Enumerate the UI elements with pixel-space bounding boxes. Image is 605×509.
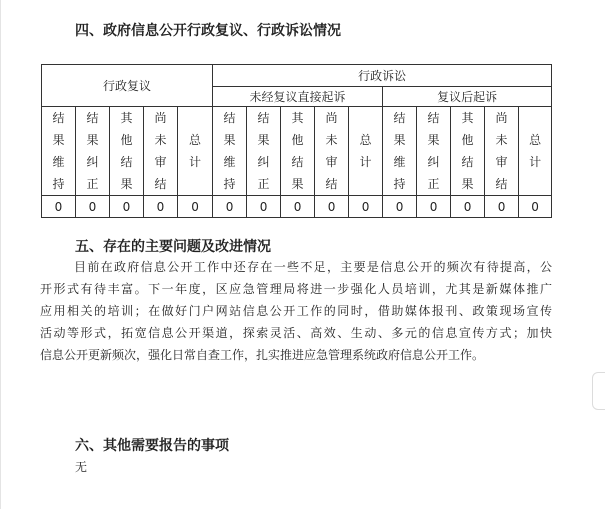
- table-cell: 0: [42, 196, 76, 218]
- header-litigation-after-review: 复议后起诉: [383, 87, 552, 107]
- table-cell: 0: [485, 196, 519, 218]
- table-cell: 0: [383, 196, 417, 218]
- table-cell: 0: [178, 196, 213, 218]
- col-pending: [315, 107, 349, 196]
- table-cell: 0: [349, 196, 383, 218]
- review-litigation-table: [41, 64, 552, 218]
- col-pending-label: 尚未审结: [325, 111, 338, 191]
- section-6-title: 六、其他需要报告的事项: [75, 438, 229, 454]
- section-6-content: 无: [75, 460, 88, 474]
- floating-scroll-button[interactable]: [592, 372, 605, 410]
- col-other-label: 其他结果: [291, 111, 304, 191]
- col-total: [178, 107, 213, 196]
- col-other: [451, 107, 485, 196]
- header-direct-litigation: 未经复议直接起诉: [213, 87, 383, 107]
- col-corrected: [247, 107, 281, 196]
- col-upheld: [383, 107, 417, 196]
- col-upheld: [213, 107, 247, 196]
- col-corrected-label: 结果纠正: [257, 111, 270, 191]
- table-cell: 0: [213, 196, 247, 218]
- col-total: [349, 107, 383, 196]
- paragraph-line: 信息公开更新频次，强化日常自查工作，扎实推进应急管理系统政府信息公开工作。: [40, 348, 485, 362]
- col-upheld: [42, 107, 76, 196]
- paragraph-line: 活动等形式，拓宽信息公开渠道，探索灵活、高效、生动、多元的信息宣传方式；加快: [40, 326, 552, 340]
- paragraph-line: 应用相关的培训；在做好门户网站信息公开工作的同时，借助媒体报刊、政策现场宣传: [40, 304, 552, 318]
- col-upheld-label: 结果维持: [52, 111, 65, 191]
- col-corrected: [76, 107, 110, 196]
- header-administrative-litigation: 行政诉讼: [213, 65, 552, 87]
- col-total-label: 总计: [359, 133, 372, 169]
- col-pending-label: 尚未审结: [495, 111, 508, 191]
- col-other-label: 其他结果: [461, 111, 474, 191]
- table-cell: 0: [144, 196, 178, 218]
- table-row-values: [42, 196, 552, 218]
- table-cell: 0: [247, 196, 281, 218]
- section-5-title: 五、存在的主要问题及改进情况: [75, 239, 271, 255]
- paragraph-line: 开形式有待丰富。下一年度，区应急管理局将进一步强化人员培训，尤其是新媒体推广: [40, 282, 552, 296]
- header-administrative-review: 行政复议: [42, 65, 213, 107]
- col-corrected-label: 结果纠正: [86, 111, 99, 191]
- col-pending-label: 尚未审结: [154, 111, 167, 191]
- section-5-paragraph: [40, 256, 552, 366]
- table-cell: 0: [519, 196, 552, 218]
- col-total-label: 总计: [189, 133, 202, 169]
- table-cell: 0: [281, 196, 315, 218]
- col-other-label: 其他结果: [120, 111, 133, 191]
- table-cell: 0: [76, 196, 110, 218]
- table-cell: 0: [110, 196, 144, 218]
- section-4-title: 四、政府信息公开行政复议、行政诉讼情况: [75, 23, 341, 39]
- col-total-label: 总计: [529, 133, 542, 169]
- table-cell: 0: [315, 196, 349, 218]
- col-pending: [144, 107, 178, 196]
- table-cell: 0: [451, 196, 485, 218]
- col-upheld-label: 结果维持: [223, 111, 236, 191]
- col-other: [281, 107, 315, 196]
- col-corrected-label: 结果纠正: [427, 111, 440, 191]
- col-upheld-label: 结果维持: [393, 111, 406, 191]
- col-pending: [485, 107, 519, 196]
- col-other: [110, 107, 144, 196]
- col-corrected: [417, 107, 451, 196]
- col-total: [519, 107, 552, 196]
- table-cell: 0: [417, 196, 451, 218]
- page-left-border: [0, 0, 1, 509]
- paragraph-line: 目前在政府信息公开工作中还存在一些不足，主要是信息公开的频次有待提高，公: [74, 260, 552, 274]
